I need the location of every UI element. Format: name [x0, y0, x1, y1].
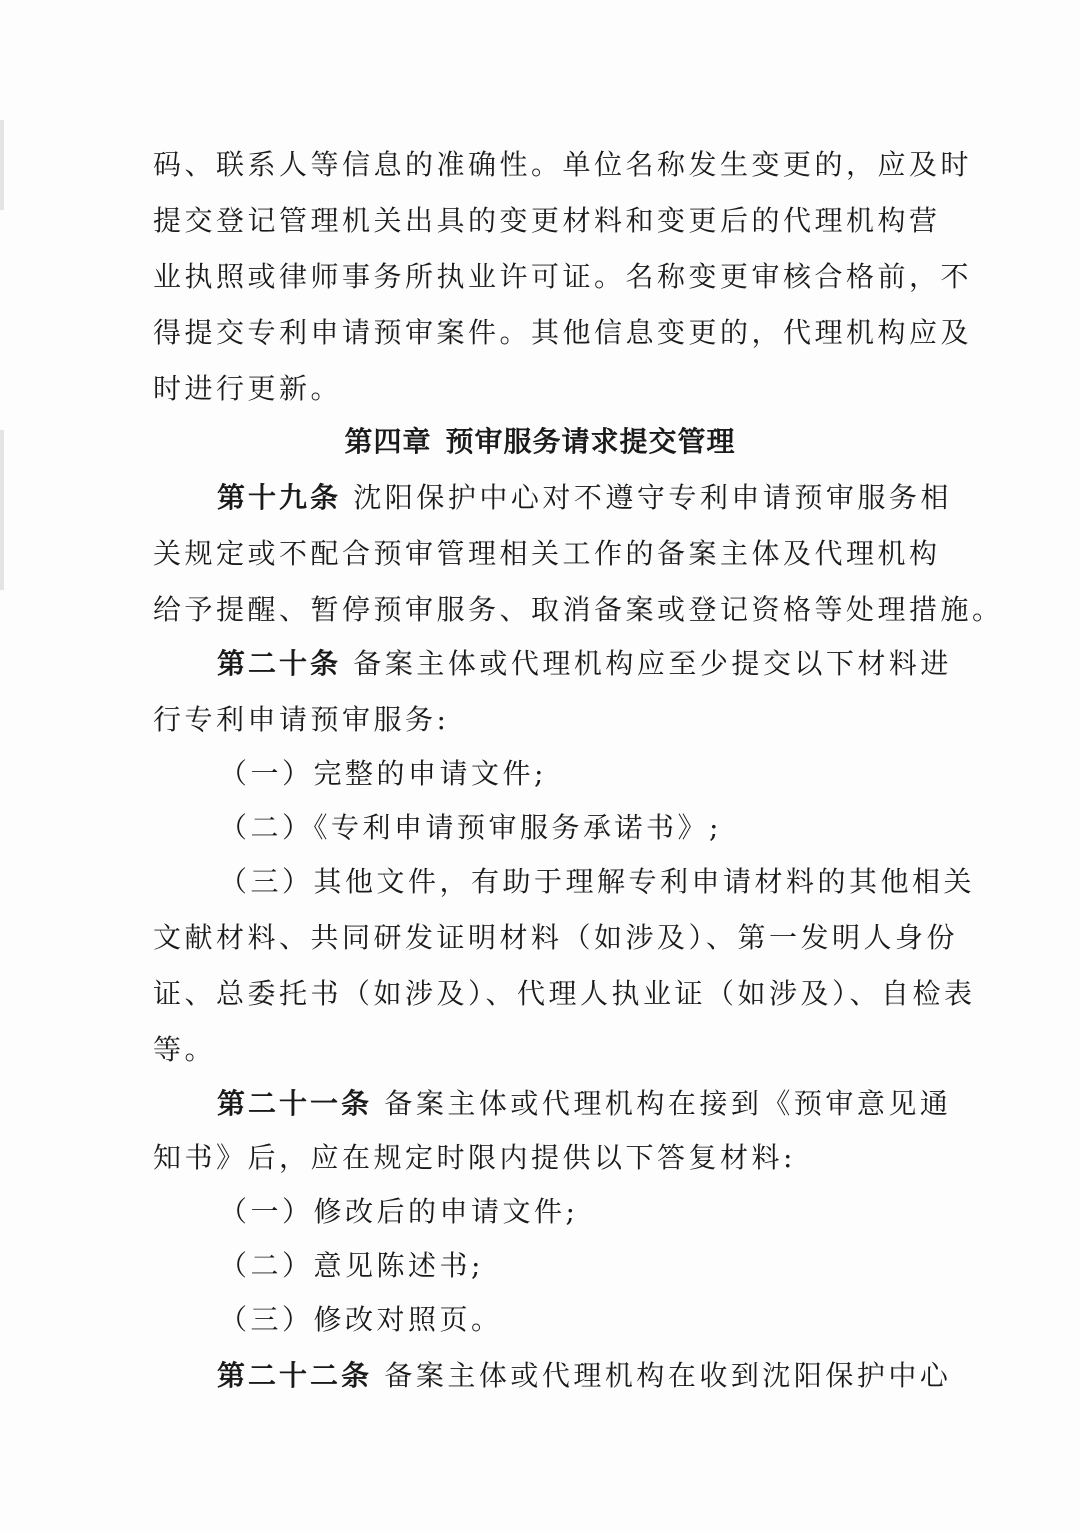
chapter-title: 预审服务请求提交管理 [445, 425, 736, 458]
article-22-first-line [217, 1358, 977, 1394]
list-item: （一）修改后的申请文件; [219, 1195, 579, 1228]
article-label: 第二十一条 [217, 1087, 373, 1120]
list-item: （三）其他文件，有助于理解专利申请材料的其他相关 [219, 865, 976, 898]
paragraph-line: 文献材料、共同研发证明材料（如涉及）、第一发明人身份 [153, 921, 959, 954]
list-item: （二）意见陈述书; [219, 1249, 484, 1282]
article-text: 备案主体或代理机构应至少提交以下材料进 [353, 647, 952, 680]
scan-edge-mark [0, 120, 4, 210]
article-19-first-line [217, 480, 977, 516]
paragraph-line: 等。 [153, 1033, 217, 1066]
paragraph-line: 业执照或律师事务所执业许可证。名称变更审核合格前，不 [153, 260, 973, 293]
list-item: （一）完整的申请文件; [219, 757, 547, 790]
article-text: 备案主体或代理机构在收到沈阳保护中心 [384, 1359, 952, 1392]
list-item: （三）修改对照页。 [219, 1303, 503, 1336]
article-text: 备案主体或代理机构在接到《预审意见通 [384, 1087, 952, 1120]
paragraph-line: 关规定或不配合预审管理相关工作的备案主体及代理机构 [153, 537, 941, 570]
paragraph-line: 证、总委托书（如涉及）、代理人执业证（如涉及）、自检表 [153, 977, 976, 1010]
paragraph-line: 码、联系人等信息的准确性。单位名称发生变更的，应及时 [153, 148, 973, 181]
article-20-first-line [217, 646, 977, 682]
paragraph-line: 给予提醒、暂停预审服务、取消备案或登记资格等处理措施。 [153, 593, 1004, 626]
chapter-heading [0, 424, 1080, 460]
article-label: 第二十二条 [217, 1359, 373, 1392]
paragraph-line: 知书》后，应在规定时限内提供以下答复材料: [153, 1141, 796, 1174]
article-label: 第十九条 [217, 481, 342, 514]
chapter-number: 第四章 [344, 425, 432, 458]
article-label: 第二十条 [217, 647, 342, 680]
list-item: （二）《专利申请预审服务承诺书》; [219, 811, 722, 844]
article-text: 沈阳保护中心对不遵守专利申请预审服务相 [353, 481, 952, 514]
paragraph-line: 得提交专利申请预审案件。其他信息变更的，代理机构应及 [153, 316, 973, 349]
paragraph-line: 提交登记管理机关出具的变更材料和变更后的代理机构营 [153, 204, 941, 237]
paragraph-line: 行专利申请预审服务: [153, 703, 450, 736]
paragraph-line: 时进行更新。 [153, 372, 343, 405]
article-21-first-line [217, 1086, 977, 1122]
